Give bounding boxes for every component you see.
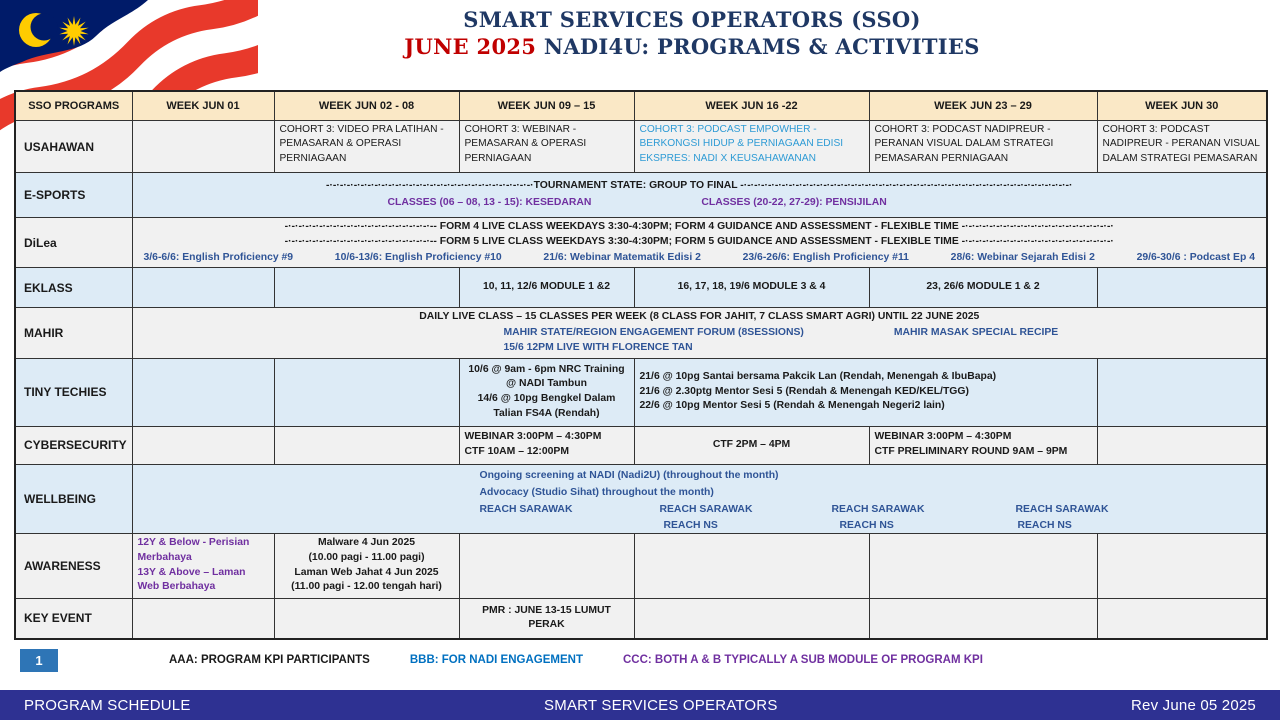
legend-ccc: CCC: BOTH A & B TYPICALLY A SUB MODULE OF PROGRAM KPI	[622, 654, 983, 666]
cell-key-event-jun01	[132, 598, 274, 639]
wellbeing-reach-ns: REACH NS	[1017, 519, 1072, 531]
tiny-event: 10/6 @ 9am - 6pm NRC Training	[468, 363, 625, 375]
awareness-item: 13Y & Above – Laman Web Berbahaya	[137, 566, 246, 593]
cell-eklass-jun16-22: 16, 17, 18, 19/6 MODULE 3 & 4	[634, 268, 869, 308]
footer-left: PROGRAM SCHEDULE	[24, 696, 191, 714]
esports-tournament-line: -·-·-·-·-·-·-·-·-·-·-·-·-·-·-·-·-·-·-·-·-·-·-·-·-·-·-·-·-·-·TOURNAMENT STATE: GROUP TO FINAL -·-·-·-·-·-·-·-·-·-·-·-·-·-·-·-·-·-·-·-·-·-·-·-·-·-·-·-·-·-·-·-·-·-·-·-·-·-·-·-·-·-·-·-·-·-·-·-·	[326, 180, 1073, 192]
cell-key-event-jun09-15	[459, 598, 634, 639]
cell-mahir-all-weeks	[132, 308, 1267, 358]
cell-cyber-jun01	[132, 426, 274, 464]
wellbeing-advocacy: Advocacy (Studio Sihat) throughout the month)	[479, 486, 714, 498]
row-label-wellbeing: WELLBEING	[15, 464, 132, 533]
cell-tiny-jun01	[132, 358, 274, 426]
cell-tiny-jun16-29	[634, 358, 1097, 426]
subtitle-month: JUNE 2025	[404, 34, 537, 59]
legend-aaa: AAA: PROGRAM KPI PARTICIPANTS	[169, 654, 370, 666]
row-esports	[15, 173, 1267, 218]
esports-classes-pensijilan: CLASSES (20-22, 27-29): PENSIJILAN	[701, 197, 887, 208]
row-label-cybersecurity: CYBERSECURITY	[15, 426, 132, 464]
row-key-event	[15, 598, 1267, 639]
cell-usahawan-jun23-29: COHORT 3: PODCAST NADIPREUR - PERANAN VISUAL DALAM STRATEGI PEMASARAN PERNIAGAAN	[869, 121, 1097, 173]
col-header-week-jun-23-29: WEEK JUN 23 – 29	[869, 91, 1097, 121]
header-row	[15, 91, 1267, 121]
cell-usahawan-jun02-08: COHORT 3: VIDEO PRA LATIHAN - PEMASARAN & OPERASI PERNIAGAAN	[274, 121, 459, 173]
cell-tiny-jun30	[1097, 358, 1267, 426]
cell-key-event-jun23-29	[869, 598, 1097, 639]
cell-esports-all-weeks	[132, 173, 1267, 218]
cell-cyber-jun30	[1097, 426, 1267, 464]
cell-usahawan-jun09-15: COHORT 3: WEBINAR - PEMASARAN & OPERASI PERNIAGAAN	[459, 121, 634, 173]
footer-bar	[0, 690, 1280, 720]
cell-usahawan-jun30: COHORT 3: PODCAST NADIPREUR - PERANAN VISUAL DALAM STRATEGI PEMASARAN	[1097, 121, 1267, 173]
dilea-event: 28/6: Webinar Sejarah Edisi 2	[950, 251, 1095, 263]
tiny-event: @ NADI Tambun	[506, 378, 587, 390]
tiny-event: 22/6 @ 10pg Mentor Sesi 5 (Rendah & Menengah Negeri2 lain)	[639, 400, 945, 412]
wellbeing-reach-sarawak: REACH SARAWAK	[831, 503, 925, 515]
mahir-live-line: 15/6 12PM LIVE WITH FLORENCE TAN	[503, 341, 693, 353]
awareness-item: (10.00 pagi - 11.00 pagi)	[308, 551, 425, 563]
row-label-key-event: KEY EVENT	[15, 598, 132, 639]
col-header-programs: SSO PROGRAMS	[15, 91, 132, 121]
footer-center: SMART SERVICES OPERATORS	[544, 696, 778, 714]
row-mahir	[15, 308, 1267, 358]
page-title: SMART SERVICES OPERATORS (SSO)	[463, 7, 921, 32]
cyber-event: WEBINAR 3:00PM – 4:30PM	[464, 431, 602, 443]
tiny-event: 14/6 @ 10pg Bengkel Dalam	[477, 393, 616, 405]
row-label-eklass: EKLASS	[15, 268, 132, 308]
cell-awareness-jun02-08	[274, 533, 459, 598]
cell-key-event-jun16-22	[634, 598, 869, 639]
cell-cyber-jun16-22: CTF 2PM – 4PM	[634, 426, 869, 464]
cyber-event: CTF PRELIMINARY ROUND 9AM – 9PM	[874, 446, 1068, 458]
row-label-mahir: MAHIR	[15, 308, 132, 358]
row-usahawan	[15, 121, 1267, 173]
wellbeing-reach-sarawak: REACH SARAWAK	[1015, 503, 1109, 515]
awareness-item: (11.00 pagi - 12.00 tengah hari)	[291, 581, 442, 593]
row-cybersecurity	[15, 426, 1267, 464]
dilea-event: 29/6-30/6 : Podcast Ep 4	[1136, 251, 1255, 263]
schedule-table	[14, 90, 1268, 640]
cell-eklass-jun23-29: 23, 26/6 MODULE 1 & 2	[869, 268, 1097, 308]
cell-tiny-jun09-15	[459, 358, 634, 426]
dilea-event: 23/6-26/6: English Proficiency #11	[742, 251, 909, 263]
dilea-event: 10/6-13/6: English Proficiency #10	[334, 251, 502, 263]
page-number-badge: 1	[20, 649, 58, 672]
title-block	[104, 6, 1280, 60]
cell-eklass-jun09-15: 10, 11, 12/6 MODULE 1 &2	[459, 268, 634, 308]
col-header-week-jun-02-08: WEEK JUN 02 - 08	[274, 91, 459, 121]
cell-key-event-jun30	[1097, 598, 1267, 639]
row-label-tiny-techies: TINY TECHIES	[15, 358, 132, 426]
row-label-esports: E-SPORTS	[15, 173, 132, 218]
cell-usahawan-jun01	[132, 121, 274, 173]
tiny-event: 21/6 @ 10pg Santai bersama Pakcik Lan (Rendah, Menengah & IbuBapa)	[639, 370, 997, 382]
tiny-event: Talian FS4A (Rendah)	[493, 407, 600, 419]
row-label-usahawan: USAHAWAN	[15, 121, 132, 173]
row-label-dilea: DiLea	[15, 218, 132, 268]
cell-cyber-jun23-29	[869, 426, 1097, 464]
cyber-event: CTF 10AM – 12:00PM	[464, 446, 570, 458]
dilea-form4-line: -·-·-·-·-·-·-·-·-·-·-·-·-·-·-·-·-·-·-·-·-·-- FORM 4 LIVE CLASS WEEKDAYS 3:30-4:30PM; FORM 4 GUIDANCE AND ASSESSMENT - FLEXIBLE TIME -·-·-·-·-·-·-·-·-·-·-·-·-·-·-·-·-·-·-·-·-·-·	[284, 221, 1114, 232]
subtitle-rest: NADI4U: PROGRAMS & ACTIVITIES	[536, 34, 980, 59]
mahir-forum-line	[138, 326, 1262, 341]
cell-dilea-all-weeks	[132, 218, 1267, 268]
esports-classes-kesedaran: CLASSES (06 – 08, 13 - 15): KESEDARAN	[387, 197, 592, 208]
row-eklass	[15, 268, 1267, 308]
tiny-event: 21/6 @ 2.30ptg Mentor Sesi 5 (Rendah & Menengah KED/KEL/TGG)	[639, 385, 969, 397]
key-event-item: PMR : JUNE 13-15 LUMUT	[482, 604, 611, 616]
awareness-item: 12Y & Below - Perisian Merbahaya	[137, 537, 250, 563]
awareness-item: Malware 4 Jun 2025	[317, 537, 416, 549]
legend-bbb: BBB: FOR NADI ENGAGEMENT	[409, 654, 583, 666]
row-dilea	[15, 218, 1267, 268]
cell-wellbeing-all-weeks	[132, 464, 1267, 533]
mahir-forum: MAHIR STATE/REGION ENGAGEMENT FORUM (8SESSIONS)	[503, 327, 804, 339]
col-header-week-jun-09-15: WEEK JUN 09 – 15	[459, 91, 634, 121]
wellbeing-reach-sarawak: REACH SARAWAK	[659, 503, 753, 515]
wellbeing-reach-ns: REACH NS	[839, 519, 894, 531]
cell-eklass-jun02-08	[274, 268, 459, 308]
cell-awareness-jun01	[132, 533, 274, 598]
dilea-form5-line: -·-·-·-·-·-·-·-·-·-·-·-·-·-·-·-·-·-·-·-·-·-- FORM 5 LIVE CLASS WEEKDAYS 3:30-4:30PM; FORM 5 GUIDANCE AND ASSESSMENT - FLEXIBLE TIME -·-·-·-·-·-·-·-·-·-·-·-·-·-·-·-·-·-·-·-·-·-·	[284, 235, 1114, 247]
wellbeing-reach-ns: REACH NS	[663, 519, 718, 531]
row-label-awareness: AWARENESS	[15, 533, 132, 598]
flag-crescent-cut	[31, 14, 58, 41]
cell-awareness-jun23-29	[869, 533, 1097, 598]
row-awareness	[15, 533, 1267, 598]
cyber-event: WEBINAR 3:00PM – 4:30PM	[874, 431, 1012, 443]
cell-cyber-jun09-15	[459, 426, 634, 464]
col-header-week-jun-01: WEEK JUN 01	[132, 91, 274, 121]
key-event-item: PERAK	[528, 619, 565, 631]
footer-right: Rev June 05 2025	[1131, 696, 1256, 714]
cell-key-event-jun02-08	[274, 598, 459, 639]
cell-awareness-jun09-15	[459, 533, 634, 598]
wellbeing-screening: Ongoing screening at NADI (Nadi2U) (throughout the month)	[479, 469, 779, 481]
page-subtitle	[104, 33, 1280, 60]
col-header-week-jun-16-22: WEEK JUN 16 -22	[634, 91, 869, 121]
dilea-schedule-line	[138, 250, 1262, 266]
cell-cyber-jun02-08	[274, 426, 459, 464]
mahir-daily-line: DAILY LIVE CLASS – 15 CLASSES PER WEEK (8 CLASS FOR JAHIT, 7 CLASS SMART AGRI) UNTIL 22 JUNE 2025	[419, 311, 980, 323]
legend-row	[169, 654, 983, 666]
col-header-week-jun-30: WEEK JUN 30	[1097, 91, 1267, 121]
wellbeing-reach-sarawak: REACH SARAWAK	[479, 503, 573, 515]
dilea-event: 3/6-6/6: English Proficiency #9	[143, 251, 294, 263]
esports-classes-line	[138, 196, 1262, 211]
mahir-masak: MAHIR MASAK SPECIAL RECIPE	[893, 327, 1059, 339]
cell-eklass-jun01	[132, 268, 274, 308]
awareness-item: Laman Web Jahat 4 Jun 2025	[294, 566, 439, 578]
cell-awareness-jun16-22	[634, 533, 869, 598]
row-wellbeing	[15, 464, 1267, 533]
dilea-event: 21/6: Webinar Matematik Edisi 2	[543, 251, 701, 263]
cell-awareness-jun30	[1097, 533, 1267, 598]
row-tiny-techies	[15, 358, 1267, 426]
cell-tiny-jun02-08	[274, 358, 459, 426]
cell-eklass-jun30	[1097, 268, 1267, 308]
cell-usahawan-jun16-22: COHORT 3: PODCAST EMPOWHER - BERKONGSI HIDUP & PERNIAGAAN EDISI EKSPRES: NADI X KEUSAHAWANAN	[634, 121, 869, 173]
